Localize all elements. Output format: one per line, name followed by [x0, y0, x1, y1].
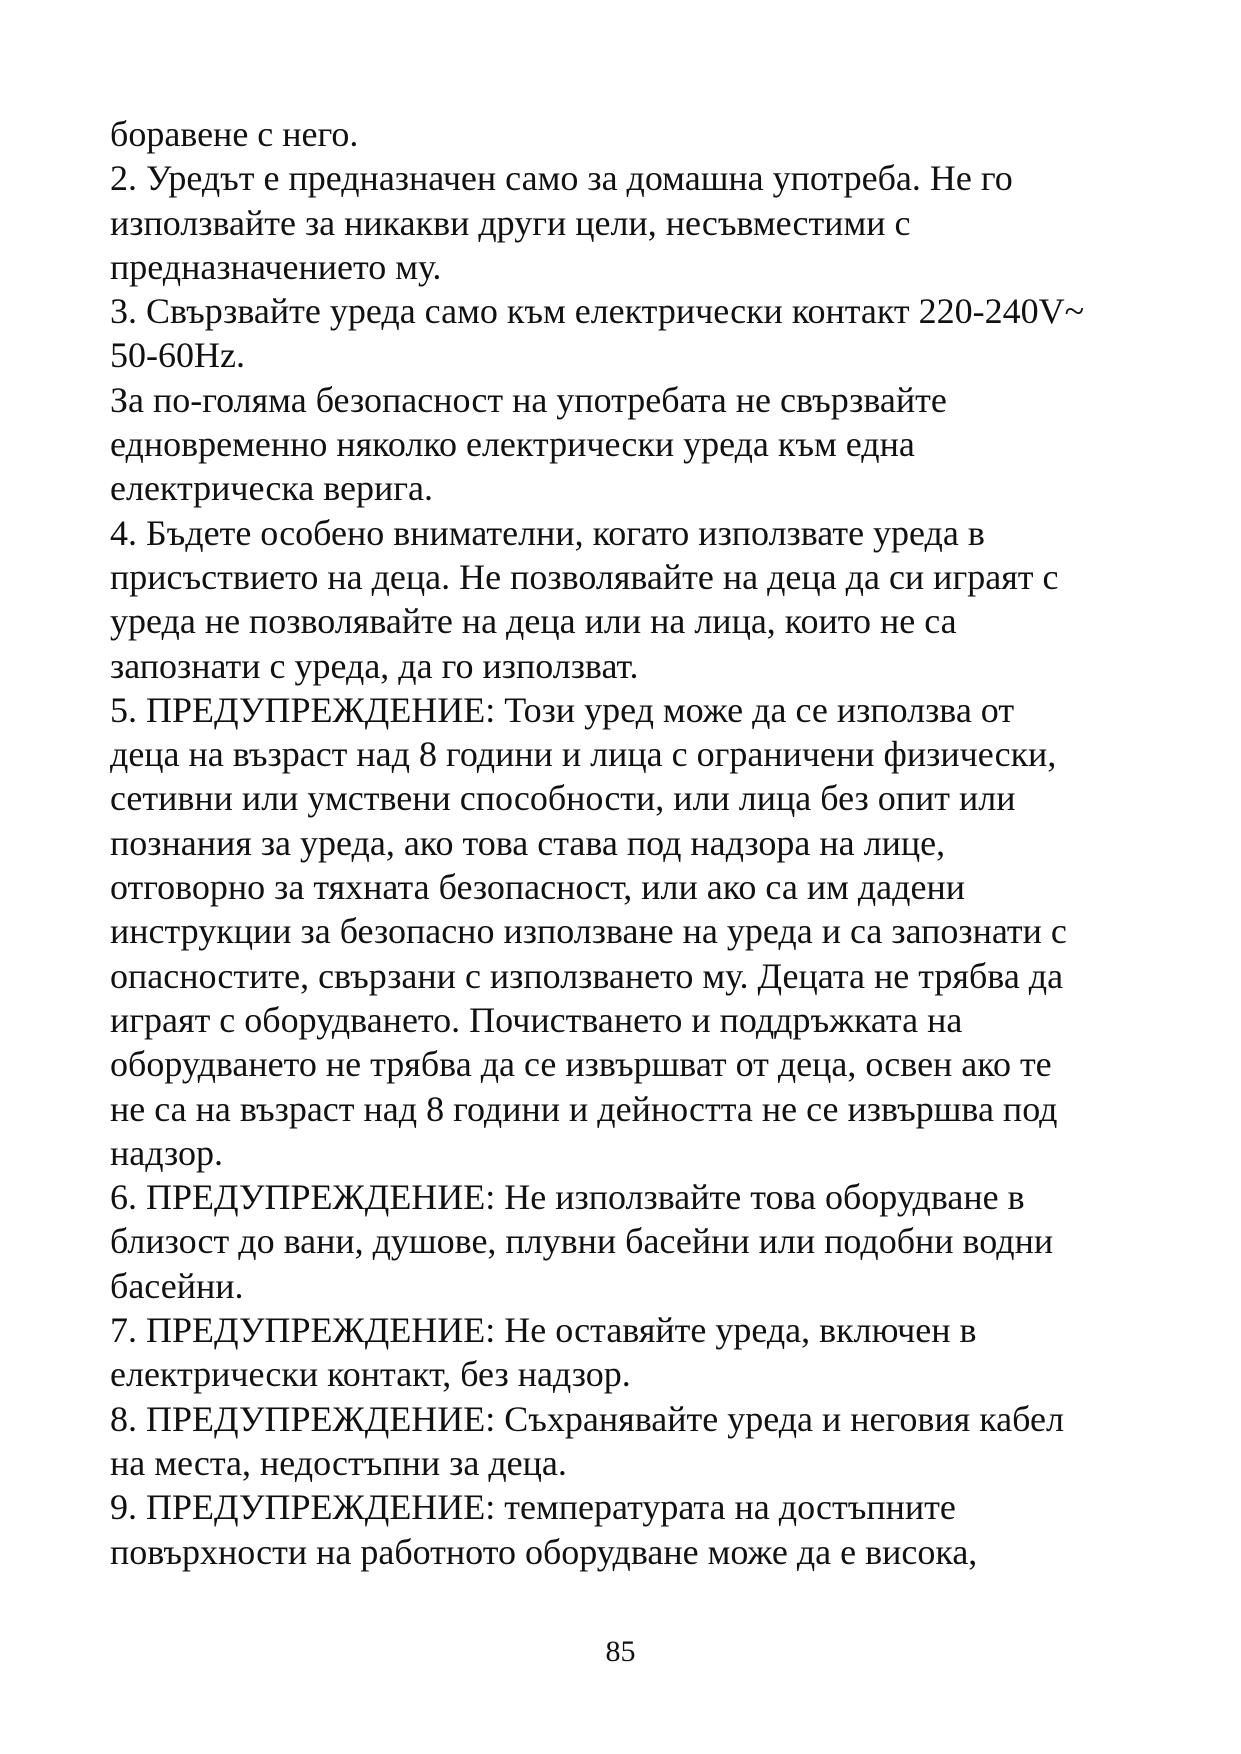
text-line: на места, недостъпни за деца.	[110, 1442, 567, 1483]
text-line: 7. ПРЕДУПРЕЖДЕНИЕ: Не оставяйте уреда, включен в	[110, 1310, 977, 1351]
text-line: близост до вани, душове, плувни басейни или подобни водни	[110, 1221, 1054, 1262]
text-line: сетивни или умствени способности, или лица без опит или	[110, 778, 1016, 819]
text-line: 2. Уредът е предназначен само за домашна употреба. Не го	[110, 158, 1013, 199]
text-line: 6. ПРЕДУПРЕЖДЕНИЕ: Не използвайте това оборудване в	[110, 1177, 1025, 1218]
text-line: запознати с уреда, да го използват.	[110, 645, 639, 686]
text-line: познания за уреда, ако това става под надзора на лице,	[110, 822, 946, 863]
text-line: отговорно за тяхната безопасност, или ако са им дадени	[110, 867, 965, 908]
text-line: присъствието на деца. Не позволявайте на деца да си играят с	[110, 556, 1059, 597]
page-number: 85	[605, 1635, 636, 1668]
text-line: надзор.	[110, 1132, 224, 1173]
text-line: не са на възраст над 8 години и дейността не се извършва под	[110, 1088, 1058, 1129]
text-line: инструкции за безопасно използване на уреда и са запознати с	[110, 911, 1067, 952]
text-line: повърхности на работното оборудване може да е висока,	[110, 1531, 978, 1572]
text-line: оборудването не трябва да се извършват от деца, освен ако те	[110, 1044, 1052, 1085]
page-body-text	[110, 112, 1190, 1574]
text-line: 50-60Hz.	[110, 335, 245, 376]
text-line: 3. Свързвайте уреда само към електрически контакт 220-240V~	[110, 291, 1085, 332]
text-line: 9. ПРЕДУПРЕЖДЕНИЕ: температурата на достъпните	[110, 1487, 956, 1528]
text-line: За по-голяма безопасност на употребата не свързвайте	[110, 379, 947, 420]
text-line: електрически контакт, без надзор.	[110, 1354, 631, 1395]
text-line: деца на възраст над 8 години и лица с ограничени физически,	[110, 734, 1057, 775]
text-line: 8. ПРЕДУПРЕЖДЕНИЕ: Съхранявайте уреда и неговия кабел	[110, 1398, 1064, 1439]
text-line: басейни.	[110, 1265, 244, 1306]
text-line: едновременно няколко електрически уреда към една	[110, 424, 915, 465]
text-line: боравене с него.	[110, 114, 359, 154]
text-line: предназначението му.	[110, 246, 442, 287]
text-line: 5. ПРЕДУПРЕЖДЕНИЕ: Този уред може да се използва от	[110, 689, 1015, 730]
text-line: опасностите, свързани с използването му. Децата не трябва да	[110, 955, 1064, 996]
text-line: уреда не позволявайте на деца или на лица, които не са	[110, 601, 957, 642]
text-line: електрическа верига.	[110, 468, 434, 509]
text-line: използвайте за никакви други цели, несъвместими с	[110, 202, 911, 243]
text-line: 4. Бъдете особено внимателни, когато използвате уреда в	[110, 512, 985, 553]
text-line: играят с оборудването. Почистването и поддръжката на	[110, 999, 963, 1040]
